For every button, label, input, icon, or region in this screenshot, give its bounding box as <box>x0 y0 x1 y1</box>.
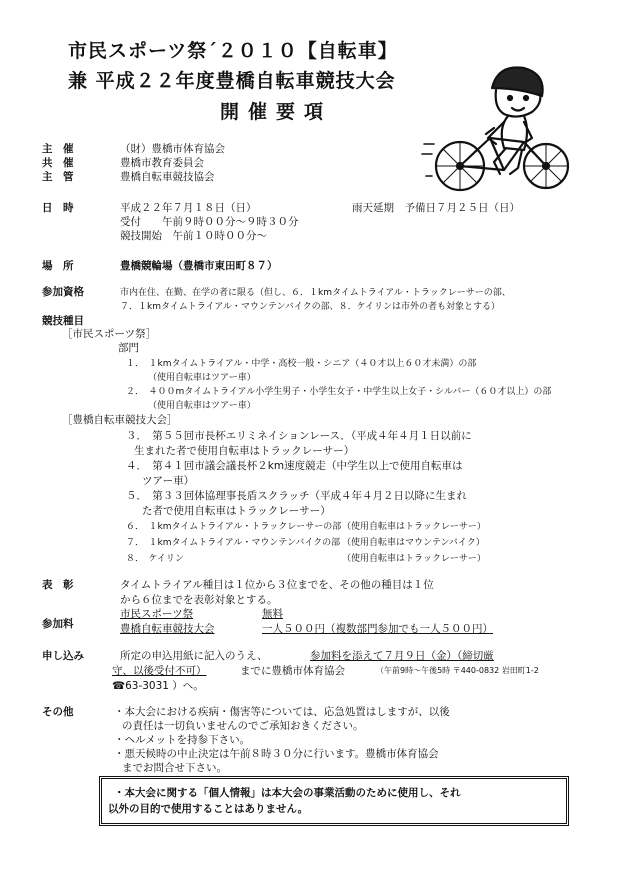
event-8-name: ８． ケイリン <box>126 554 184 564</box>
venue-label: 場 所 <box>42 260 74 272</box>
privacy-notice-box <box>99 776 569 826</box>
privacy-notice-line-2: 以外の目的で使用することはありません。 <box>108 803 309 815</box>
application-line-2a: 守、以後受付不可） <box>112 665 207 677</box>
event-1-line-1: １． １kmタイムトライアル・中学・高校一般・シニア（４０才以上６０才未満）の部 <box>126 359 477 369</box>
schedule-date: 平成２２年７月１８日（日） <box>120 202 257 214</box>
other-note-1-line-2: の責任は一切負いませんのでご承知おきください。 <box>122 720 364 732</box>
civic-section-heading: ［市民スポーツ祭］ <box>62 328 157 340</box>
event-2-line-2: （使用自転車はツアー車） <box>148 401 256 411</box>
event-5-line-2: た者で使用自転車はトラックレーサー） <box>142 505 331 517</box>
organizer-label: 主 催 <box>42 143 74 155</box>
organizer-value: （財）豊橋市体育協会 <box>120 143 225 155</box>
fee-civic-name: 市民スポーツ祭 <box>120 608 194 620</box>
event-6-name: ６． １kmタイムトライアル・トラックレーサーの部 <box>126 522 342 532</box>
event-7-bike: （使用自転車はマウンテンバイク） <box>342 538 485 548</box>
schedule-start: 競技開始 午前１０時００分～ <box>120 230 267 242</box>
event-4-line-2: ツアー車） <box>142 475 195 487</box>
eligibility-line-2: ７．１kmタイムトライアル・マウンテンバイクの部、８．ケイリンは市外の者も対象とする） <box>120 302 501 312</box>
division-heading: 部門 <box>118 342 139 354</box>
application-label: 申し込み <box>42 650 84 662</box>
awards-line-2: から６位までを表彰対象とする。 <box>120 594 278 606</box>
co-organizer-label: 共 催 <box>42 157 74 169</box>
eligibility-label: 参加資格 <box>42 286 84 298</box>
fee-civic-value: 無料 <box>262 608 283 620</box>
title-line-3: 開催要項 <box>220 101 333 123</box>
fee-competition-name: 豊橋自転車競技大会 <box>120 623 215 635</box>
title-line-1: 市民スポーツ祭´２０１０【自転車】 <box>68 40 398 62</box>
application-line-1b: 参加料を添えて７月９日（金）（締切厳 <box>310 650 494 662</box>
schedule-label: 日 時 <box>42 202 74 214</box>
event-3-line-1: ３． 第５５回市長杯エリミネイションレース．（平成４年４月１日以前に <box>126 430 472 442</box>
manager-value: 豊橋自転車競技協会 <box>120 171 215 183</box>
event-8-bike: （使用自転車はトラックレーサー） <box>342 554 486 564</box>
event-3-line-2: 生まれた者で使用自転車はトラックレーサー） <box>134 445 355 457</box>
co-organizer-value: 豊橋市教育委員会 <box>120 157 204 169</box>
schedule-rain-date: 雨天延期 予備日７月２５日（日） <box>352 202 520 214</box>
fee-label: 参加料 <box>42 618 74 630</box>
events-label: 競技種目 <box>42 315 84 327</box>
event-6-bike: （使用自転車はトラックレーサー） <box>342 522 486 532</box>
other-note-2: ・ヘルメットを持参下さい。 <box>114 734 251 746</box>
awards-label: 表 彰 <box>42 579 74 591</box>
event-1-line-2: （使用自転車はツアー車） <box>148 373 256 383</box>
other-note-3-line-2: までお問合せ下さい。 <box>122 762 227 774</box>
application-line-2b: までに豊橋市体育協会 <box>240 665 345 677</box>
event-4-line-1: ４． 第４１回市議会議長杯２km速度競走（中学生以上で使用自転車は <box>126 460 463 472</box>
competition-section-heading: ［豊橋自転車競技大会］ <box>62 414 178 426</box>
application-address: （午前9時～午後5時 〒440-0832 岩田町1-2 <box>376 666 539 675</box>
privacy-notice-line-1: ・本大会に関する「個人情報」は本大会の事業活動のために使用し、それ <box>114 787 461 799</box>
event-5-line-1: ５． 第３３回体協理事長盾スクラッチ（平成４年４月２日以降に生まれ <box>126 490 468 502</box>
fee-competition-value: 一人５００円（複数部門参加でも一人５００円） <box>262 623 493 635</box>
other-note-3-line-1: ・悪天候時の中止決定は午前８時３０分に行います。豊橋市体育協会 <box>114 748 439 760</box>
eligibility-line-1: 市内在住、在勤、在学の者に限る（但し、６．１kmタイムトライアル・トラックレーサーの部、 <box>120 288 511 298</box>
schedule-reception: 受付 午前９時００分～９時３０分 <box>120 216 299 228</box>
other-label: その他 <box>42 706 74 718</box>
title-line-2: 兼 平成２２年度豊橋自転車競技大会 <box>68 70 396 92</box>
venue-value: 豊橋競輪場（豊橋市東田町８７） <box>120 260 278 272</box>
cyclist-illustration <box>420 58 570 198</box>
manager-label: 主 管 <box>42 171 74 183</box>
event-7-name: ７． １kmタイムトライアル・マウンテンバイクの部 <box>126 538 341 548</box>
application-phone: ☎63-3031 ）へ。 <box>112 680 204 692</box>
event-2-line-1: ２． ４００mタイムトライアル小学生男子・小学生女子・中学生以上女子・シルバー（６０才以上）の部 <box>126 387 552 397</box>
other-note-1-line-1: ・本大会における疾病・傷害等については、応急処置はしますが、以後 <box>114 706 450 718</box>
application-line-1a: 所定の申込用紙に記入のうえ、 <box>120 650 268 662</box>
awards-line-1: タイムトライアル種目は１位から３位までを、その他の種目は１位 <box>120 579 434 591</box>
